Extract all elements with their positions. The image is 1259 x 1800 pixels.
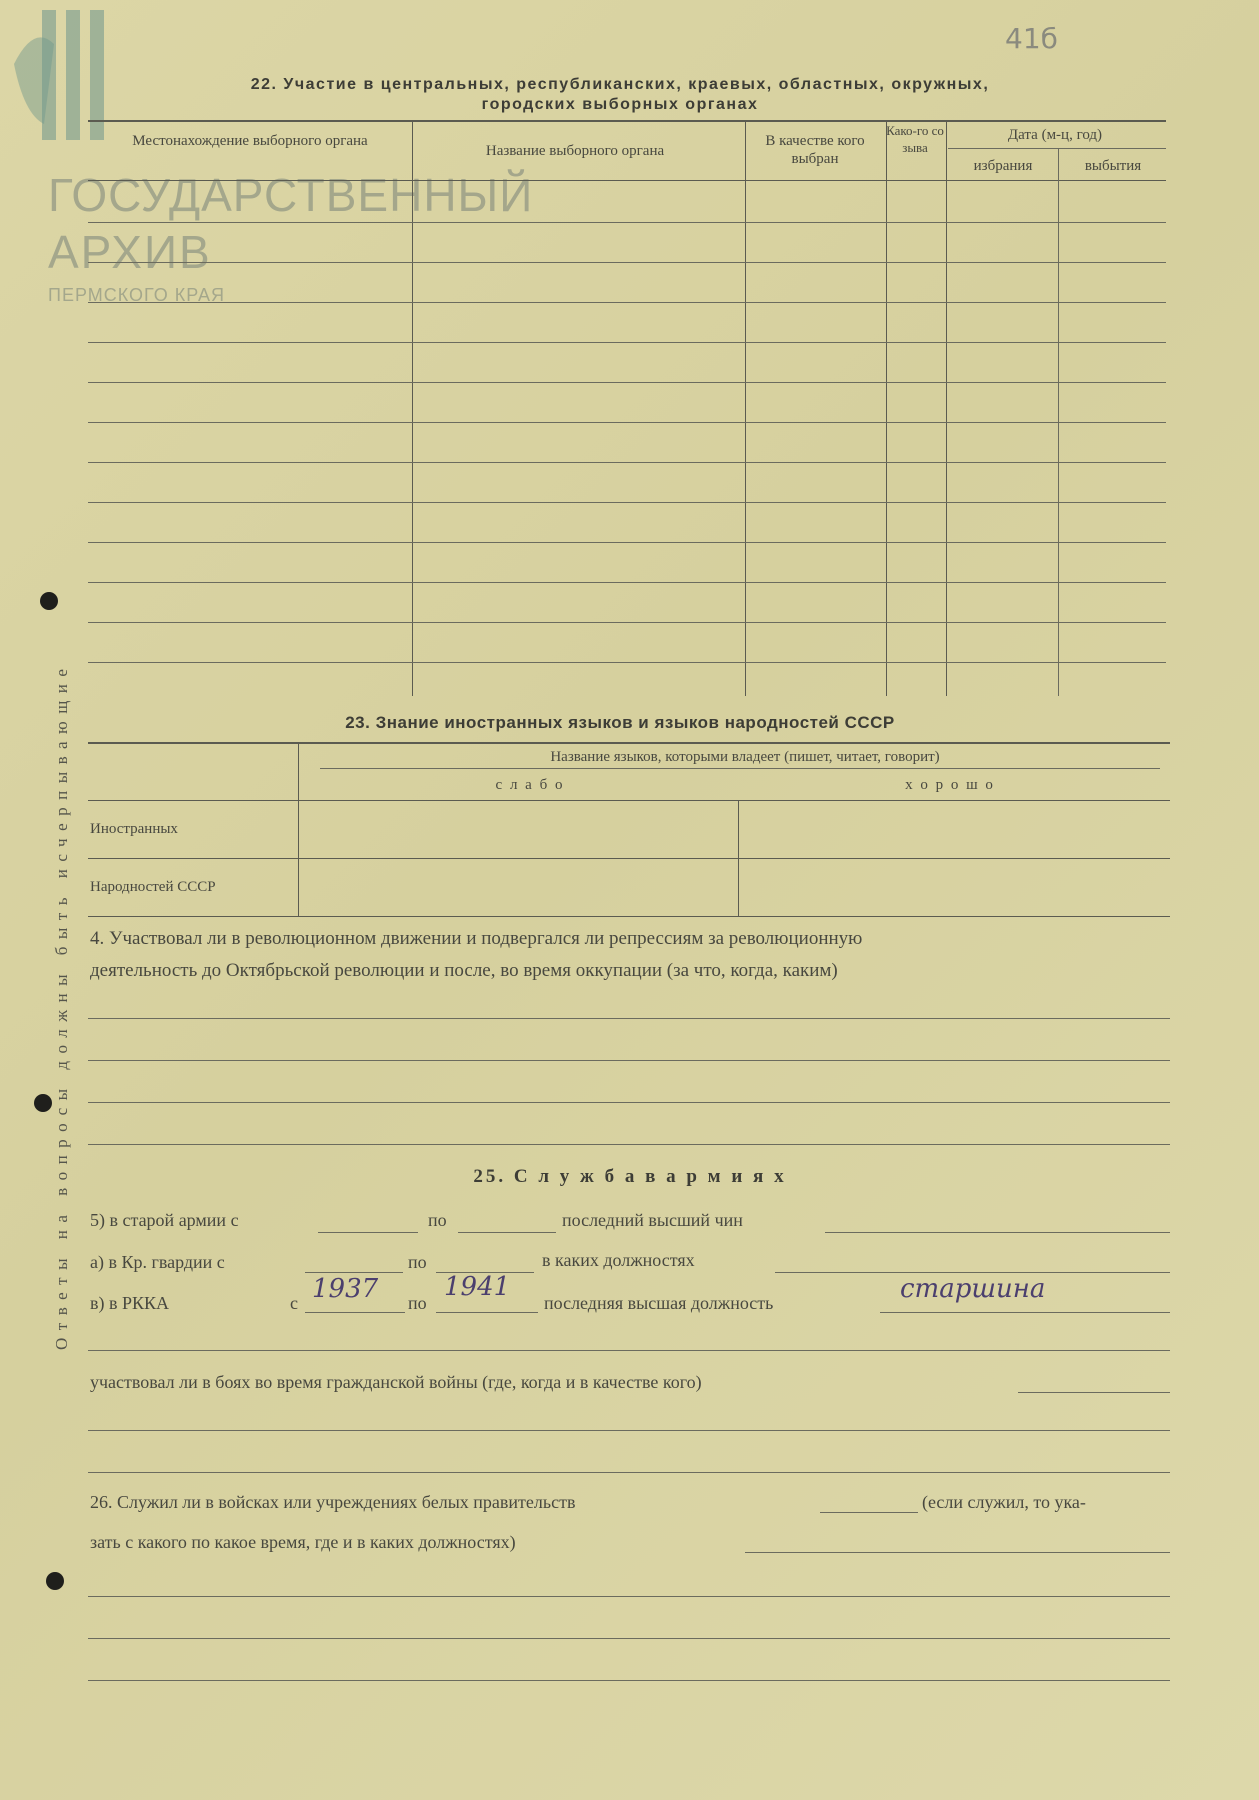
answer-line bbox=[820, 1512, 918, 1513]
col-location-header: Местонахождение выборного органа bbox=[132, 133, 368, 149]
answer-line bbox=[88, 1680, 1170, 1681]
col-left-header: выбытия bbox=[1084, 158, 1142, 174]
answer-line bbox=[88, 1638, 1170, 1639]
answer-line bbox=[305, 1272, 403, 1273]
old-army-to-label: по bbox=[428, 1210, 447, 1230]
rkka-from-value: 1937 bbox=[312, 1274, 379, 1304]
old-army-rank-label: последний высший чин bbox=[562, 1210, 743, 1230]
table-rule bbox=[88, 800, 1170, 801]
civil-war-label: участвовал ли в боях во время гражданской войны (где, когда и в качестве кого) bbox=[90, 1372, 702, 1392]
col-date-header: Дата (м-ц, год) bbox=[1007, 127, 1103, 143]
lang-header: Название языков, которыми владеет (пишет, читает, говорит) bbox=[550, 749, 940, 765]
table-rule bbox=[88, 858, 1170, 859]
table-rule bbox=[88, 180, 1166, 181]
table-rule bbox=[88, 542, 1166, 543]
answer-line bbox=[458, 1232, 556, 1233]
table-rule bbox=[88, 502, 1166, 503]
table-rule bbox=[88, 622, 1166, 623]
table-rule bbox=[88, 342, 1166, 343]
rkka-to-value: 1941 bbox=[444, 1272, 511, 1302]
lang-row-foreign: Иностранных bbox=[90, 821, 178, 837]
col-convocation-header: Како-го со зыва bbox=[886, 123, 944, 155]
rkka-position-label: последняя высшая должность bbox=[544, 1293, 774, 1313]
section-24-line-1: 4. Участвовал ли в революционном движении и подвергался ли репрессиям за революционную bbox=[90, 928, 863, 949]
answer-line bbox=[88, 1018, 1170, 1019]
lang-weak-header: с л а б о bbox=[495, 777, 565, 793]
table-rule bbox=[88, 916, 1170, 917]
table-rule bbox=[946, 120, 947, 696]
side-note: Ответы на вопросы должны быть исчерпывающие bbox=[52, 661, 71, 1350]
section-26-line-2: зать с какого по какое время, где и в каких должностях) bbox=[90, 1532, 516, 1552]
answer-line bbox=[88, 1430, 1170, 1431]
lang-good-header: х о р о ш о bbox=[905, 777, 995, 793]
section-22-title-line-2: городских выборных органах bbox=[481, 96, 759, 113]
watermark-line-3: ПЕРМСКОГО КРАЯ bbox=[48, 285, 226, 305]
table-rule bbox=[88, 462, 1166, 463]
red-guard-positions-label: в каких должностях bbox=[542, 1250, 695, 1270]
table-rule bbox=[88, 662, 1166, 663]
section-26-line-1a: 26. Служил ли в войсках или учреждениях белых правительств bbox=[90, 1492, 576, 1512]
answer-line bbox=[745, 1552, 1170, 1553]
table-rule bbox=[886, 120, 887, 696]
answer-line bbox=[436, 1312, 538, 1313]
table-rule bbox=[88, 582, 1166, 583]
table-rule bbox=[948, 148, 1166, 149]
table-rule bbox=[88, 422, 1166, 423]
red-guard-to-label: по bbox=[408, 1252, 427, 1272]
watermark-line-1: ГОСУДАРСТВЕННЫЙ bbox=[48, 169, 534, 221]
table-rule bbox=[88, 302, 1166, 303]
answer-line bbox=[318, 1232, 418, 1233]
col-name-header: Название выборного органа bbox=[485, 143, 665, 159]
section-23-title: 23. Знание иностранных языков и языков народностей СССР bbox=[345, 713, 895, 732]
table-rule bbox=[298, 742, 299, 916]
rkka-to-label: по bbox=[408, 1293, 427, 1313]
answer-line bbox=[1018, 1392, 1170, 1393]
rkka-label: в) в РККА bbox=[90, 1293, 170, 1313]
table-rule bbox=[412, 120, 413, 696]
table-rule bbox=[320, 768, 1160, 769]
col-as-whom-header: В качестве кого выбран bbox=[765, 133, 865, 167]
table-rule bbox=[88, 120, 1166, 122]
table-rule bbox=[88, 742, 1170, 744]
table-rule bbox=[88, 222, 1166, 223]
table-rule bbox=[745, 120, 746, 696]
lang-row-ussr: Народностей СССР bbox=[90, 879, 216, 895]
answer-line bbox=[88, 1596, 1170, 1597]
table-rule bbox=[88, 262, 1166, 263]
answer-line bbox=[88, 1102, 1170, 1103]
answer-line bbox=[88, 1472, 1170, 1473]
punch-hole bbox=[40, 592, 58, 610]
punch-hole bbox=[34, 1094, 52, 1112]
watermark-line-2: АРХИВ bbox=[48, 226, 212, 278]
rkka-position-value: старшина bbox=[900, 1274, 1046, 1304]
section-25-title: 25. С л у ж б а в а р м и я х bbox=[473, 1166, 787, 1187]
answer-line bbox=[305, 1312, 405, 1313]
answer-line bbox=[775, 1272, 1170, 1273]
section-24-line-2: деятельность до Октябрьской революции и после, во время оккупации (за что, когда, каким) bbox=[90, 960, 838, 981]
old-army-label: 5) в старой армии с bbox=[90, 1210, 239, 1230]
answer-line bbox=[88, 1350, 1170, 1351]
rkka-from-label: с bbox=[290, 1293, 298, 1313]
answer-line bbox=[88, 1144, 1170, 1145]
punch-hole bbox=[46, 1572, 64, 1590]
answer-line bbox=[88, 1060, 1170, 1061]
col-elected-header: избрания bbox=[973, 158, 1033, 174]
table-rule bbox=[88, 382, 1166, 383]
section-22-title-line-1: 22. Участие в центральных, республиканских, краевых, областных, окружных, bbox=[250, 76, 990, 93]
answer-line bbox=[825, 1232, 1170, 1233]
red-guard-label: а) в Кр. гвардии с bbox=[90, 1252, 225, 1272]
section-26-line-1b: (если служил, то ука- bbox=[922, 1492, 1086, 1512]
page-number: 41б bbox=[1005, 22, 1058, 55]
answer-line bbox=[880, 1312, 1170, 1313]
